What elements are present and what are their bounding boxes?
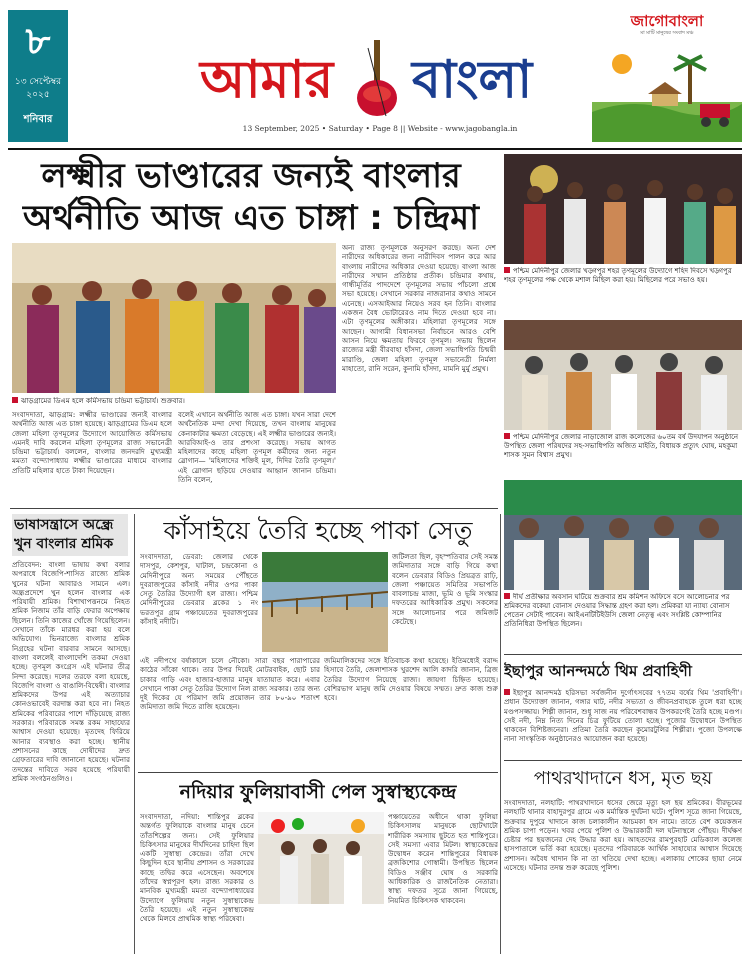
lead-caption-text: ঝাড়গ্রামের ডিএম হলে কর্মিসভায় চন্দ্রিমা ভট্টাচার্য। শুক্রবার।	[21, 397, 185, 405]
bridge-photo	[262, 552, 388, 652]
story-bullet-icon	[504, 689, 510, 695]
brand-block	[592, 12, 742, 144]
brand-name: জাগোবাংলা	[630, 12, 704, 30]
side-caption-3	[504, 593, 742, 649]
quarry-rule	[504, 760, 742, 761]
village-illustration	[592, 42, 742, 142]
side-photo-2	[504, 320, 742, 430]
lead-headline-2: অর্থনীতি আজ এত চাঙ্গা : চন্দ্রিমা	[23, 198, 479, 238]
side-caption-1	[504, 267, 742, 315]
caption-bullet-icon	[504, 267, 510, 273]
anandamath-rule	[504, 654, 742, 655]
page-number-box	[8, 10, 68, 142]
ektara-icon	[348, 40, 408, 120]
dateline: 13 September, 2025 • Saturday • Page 8 || Website - www.jagobangla.in	[242, 124, 518, 133]
quarry-body: সংবাদদাতা, নলহাটি: পাথরখাদানে ধসের জেরে মৃত্যু হল ছয় শ্রমিকের। বীরভূমের নলহাটি থানার বাহাদুরপুর গ্রামে এক মর্মান্তিক দুর্ঘটনা ঘটে। পুলিশ সূত্রে জানা গিয়েছে, শুক্রবার দুপুরে খাদানে কাজ চলাকালীন আচমকা ধস নামে। তাতে বেশ কয়েকজন শ্রমিক চাপা পড়েন। খবর পেয়ে পুলিশ ও উদ্ধারকারী দল ঘটনাস্থলে পৌঁছয়। দীর্ঘক্ষণ চেষ্টার পর ছয়জনের দেহ উদ্ধার করা হয়। আহতদের রামপুরহাট মেডিক্যাল কলেজ হাসপাতালে ভর্তি করা হয়েছে। মৃতদের পরিবারকে আর্থিক সাহায্যের আশ্বাস দিয়েছে প্রশাসন। অবৈধ খাদান কি না তা খতিয়ে দেখা হচ্ছে। এলাকায় শোকের ছায়া নেমে এসেছে। ঘটনার তদন্ত শুরু করেছে পুলিশ।	[504, 798, 742, 873]
day-label: শনিবার	[23, 114, 53, 125]
bridge-col2: জটিলতা ছিল, বৃহস্পতিবার সেই সমস্ত জমিদাতার সঙ্গে বাড়ি গিয়ে কথা বলেন ডেবরার বিডিও প্রিয়ব্রত রাঢ়ি, জেলা পঞ্চায়েত সমিতির সভাপতি বাবলাচন্দ্র মাজা, ভূমি ও ভূমি সংস্কার দফতরের আধিকারিক প্রমুখ। সকলের সঙ্গে আলোচনার পরে জমিজট কেটেছে।	[392, 552, 498, 627]
side-caption-2-text: পশ্চিম মেদিনীপুর জেলার নাড়াজোল রাজ কলেজের ৬০তম বর্ষ উদযাপন অনুষ্ঠানে উপস্থিত জেলা পরিষদের সহ-সভাধিপতি অজিত মাইতি, বিধায়ক প্রত্যুৎ ঘোষ, মহকুমা শাসক সুমন বিশ্বাস প্রমুখ।	[504, 433, 739, 459]
health-col1: সংবাদদাতা, নদিয়া: শান্তিপুর ব্লকের অন্তর্গত ফুলিয়াকে বাংলার মানুষ চেনে তাঁতশিল্পের জন্য। সেই ফুলিয়ার চিকিৎসার মানুষের দীর্ঘদিনের চাহিদা ছিল একটি সুস্বাস্থ্য কেন্দ্রের। তাঁরা দেখে কিছুদিন হবে স্থানীয় প্রশাসন ও সরকারের কাছে তদ্বির করে এসেছেন। অবশেষে তাঁদের স্বপ্নপূরণ হল। রাজ্য সরকার ও মানবিক মুখ্যমন্ত্রী মমতা বন্দ্যোপাধ্যায়ের উদ্যোগে ফুলিয়ায় নতুন সুস্বাস্থ্যকেন্দ্র তৈরি হয়েছে। এই নতুন সুস্বাস্থ্যকেন্দ্র থেকে মিলবে প্রাথমিক স্বাস্থ্য পরিষেবা।	[140, 812, 254, 924]
labour-headline: ভাষাসন্ত্রাসে অন্ধ্রে খুন বাংলার শ্রমিক	[14, 517, 114, 552]
caption-bullet-icon	[504, 593, 510, 599]
health-headline: নদিয়ার ফুলিয়াবাসী পেল সুস্বাস্থ্যকেন্দ্র	[179, 781, 457, 803]
anandamath-body-text: ইছাপুর আনন্দমঠ হরিসভা সর্বজনীন দুর্গোৎসবের ৭৭তম বর্ষের থিম 'প্রবাহিণী'। প্রধান উদ্যোক্তা জানান, গঙ্গার ঘাট, নদীর সভ্যতা ও জীবনপ্রবাহকে তুলে ধরা হচ্ছে মণ্ডপসজ্জায়। শিল্পী জানান, শুধু সাজ নয় পরিবেশবান্ধব উপকরণেই তৈরি হচ্ছে মণ্ডপ। সেই নদী, নিম্ন নিত্য দিনের চিত্র ফুটিয়ে তোলা হচ্ছে। পুজোর উদ্বোধনে উপস্থিত থাকবেন বিশিষ্টজনেরা। প্রতিমা তৈরি করছেন কুমোরটুলির শিল্পীরা। পুজো উপলক্ষে নানা সাংস্কৃতিক অনুষ্ঠানেরও আয়োজন করা হয়েছে।	[504, 688, 742, 744]
side-caption-1-text: পশ্চিম মেদিনীপুর জেলার খড়্গপুর শহর তৃণমূলের উদ্যোগে শহিদ দিবসে খড়্গপুর শহর তৃণমূলের পক্ষ থেকে মশাল মিছিল করা হয়। মিছিলের পরে সভাও হয়।	[504, 267, 732, 284]
logo-word-left: আমার	[200, 50, 334, 110]
bridge-headline: কাঁসাইয়ে তৈরি হচ্ছে পাকা সেতু	[163, 516, 473, 545]
masthead-rule	[8, 148, 742, 150]
logo	[200, 40, 560, 120]
lead-rule	[10, 508, 498, 509]
caption-bullet-icon	[12, 397, 18, 403]
quarry-headline: পাথরখাদানে ধস, মৃত ছয়	[533, 768, 713, 789]
date-label: ১৩ সেপ্টেম্বর ২০২৫	[14, 77, 62, 100]
side-photo-1	[504, 154, 742, 264]
anandamath-body	[504, 688, 742, 754]
caption-bullet-icon	[504, 433, 510, 439]
side-caption-3-text: দীর্ঘ প্রতীক্ষার অবসান ঘটিয়ে শুক্রবার শ্রম কমিশন অফিসে বসে আলোচনার পর শ্রমিকদের বকেয়া বোনাস দেওয়ার সিদ্ধান্ত গ্রহণ করা হল। প্রমিকরা যা ন্যায্য বোনাস পেতেন সেটাই পাবেন। আইএনটিটিইউসি জেলা নেতৃত্ব এবং সংশ্লিষ্ট কোম্পানির প্রতিনিধিরা উপস্থিত ছিলেন।	[504, 593, 730, 628]
lead-headline-1: লক্ষ্মীর ভাণ্ডারের জন্যই বাংলার	[41, 156, 461, 196]
lead-body-col2: বলেই এখানে অর্থনীতি আজ এত চাঙ্গা। যখন সারা দেশে অর্থনৈতিক মন্দা দেখা দিয়েছে, তখন বাংলায় মানুষের কেনাকাটার ক্ষমতা বেড়েছে। এই লক্ষ্মীর ভাণ্ডারের জন্যই। আরবিআই-ও তার প্রশংসা করেছে। সভায় আগত মহিলাদের কাছে মহিলা তৃণমূল কর্মীদের জন্য নতুন স্লোগান— 'মহিলাদের শক্তিই মূল, দিদির তৈরি তৃণমূল।' এই স্লোগান ছড়িয়ে দেওয়ার আহ্বান জানান চন্দ্রিমা। তিনি বলেন,	[178, 410, 336, 485]
side-photo-3	[504, 480, 742, 590]
bridge-rule	[138, 772, 498, 773]
health-col2: পঞ্চায়েতের অধীনে থাকা ফুলিয়া চিকিৎসালয় মানুষকে ছোটখাটো শারীরিক সমস্যায় ছুটতে হত শান্তিপুরে। সেই সমস্যা এবার মিটল। স্বাস্থ্যকেন্দ্রের উদ্বোধন করেন শান্তিপুরের বিধায়ক ব্রজকিশোর গোস্বামী। উপস্থিত ছিলেন বিডিও সঞ্জীব ঘোষ ও সরকারি আধিকারিক ও রাজনৈতিক নেতারা। স্বাস্থ্য দফতর সূত্রে জানা গিয়েছে, নিয়মিত চিকিৎসক থাকবেন।	[388, 812, 498, 905]
bridge-col4: জমিমালিকদের সঙ্গে ইতিবাচক কথা হয়েছে। ইতিমধ্যেই বরাদ্দ হিসাবে তৈরি, জেলাশাসক খুরশেদ আলি কাদরি জানান, ব্রিজ তৈরির উদ্যোগ নিয়েছে রাজ্য। জায়গা চিহ্নিত হয়েছে। বেশিরভাগ মানুষ জমি দেওয়ার বিষয়ে সম্মত। দ্রুত কাজ শুরু হবে।	[324, 656, 498, 703]
lead-body-col3: অন্য রাজ্য তৃণমূলকে অনুসরণ করছে। অন্য দেশ নারীদের অধিকারের জন্য নারীদিবস পালন করে আর বাংলায় নারীদের অধিকার দেওয়া হয়েছে। বাংলা আজ নারীদের সম্মান প্রতিষ্ঠার প্রতীক। চন্দ্রিমার কথায়, গান্ধীমূর্তির পাদদেশে তৃণমূলের সভায় পাঁচলো প্রশ্নে সভা হয়েছে। সেখানে সরকার নাজরানার কথাও সামনে এনেছে। এসআইআর নিয়েও সরব হন তিনি। বাংলার একজন বৈধ ভোটারেরও নাম দিতে দেওয়া হবে না। এটা তৃণমূলের অঙ্গীকার। মহিলারা তৃণমূলের সঙ্গে আছেন। আগামী বিধানসভা নির্বাচনে আরও বেশি আসন নিয়ে ক্ষমতায় ফিরবে তৃণমূল। সভায় ছিলেন রাজ্যের মন্ত্রী বীরবাহা হাঁসদা, জেলা সভাধিপতি চিন্ময়ী মারাণ্ডি, জেলা মহিলা তৃণমূল সভানেত্রী নির্মলা মাহাতো, রানি সরেন, কুনামি হাঁসদা, মামনি মুর্মু প্রমুখ।	[342, 243, 496, 373]
labour-body: প্রতিবেদন: বাংলা ভাষায় কথা বলার অপরাধে বিজেপি-শাসিত রাজ্যে শ্রমিক খুনের ঘটনা আবারও সামনে এল। অন্ধ্রপ্রদেশে খুন হলেন বাংলার এক পরিযায়ী শ্রমিক। বিশাখাপত্তনমে নিহত শ্রমিক নিজাম তাঁর বাড়ি ফেরার অপেক্ষায় ছিলেন। তিনি কাজের খোঁজে গিয়েছিলেন। সেখানে তাঁকে মারধর করা হয় বলে অভিযোগ। ভিনরাজ্যে বাংলার শ্রমিক নিগ্রহের ঘটনা বারবার সামনে আসছে। বাংলা বললেই বাংলাদেশি তকমা দেওয়া হচ্ছে। তৃণমূল কংগ্রেস এই ঘটনার তীব্র নিন্দা করেছে। দলের তরফে বলা হয়েছে, বিজেপি বাংলা ও বাঙালি-বিদ্বেষী। বাংলার শ্রমিকদের উপর এই অত্যাচার কোনওভাবেই বরদাস্ত করা হবে না। নিহত শ্রমিকের পরিবারের পাশে দাঁড়িয়েছে রাজ্য সরকার। পরিবারকে সমস্ত রকম সাহায্যের আশ্বাস দেওয়া হয়েছে। মৃতদেহ ফিরিয়ে আনার ব্যবস্থাও করা হচ্ছে। স্থানীয় প্রশাসনের কাছে দোষীদের দ্রুত গ্রেফতারের দাবি জানানো হয়েছে। ঘটনার তদন্তের দাবিতে সরব হয়েছে পরিযায়ী শ্রমিক সংগঠনগুলিও।	[12, 560, 130, 783]
health-photo	[258, 812, 384, 904]
right-divider	[500, 514, 501, 954]
lead-body-col1: সংবাদদাতা, ঝাড়গ্রাম: লক্ষ্মীর ভাণ্ডারের জন্যই বাংলার অর্থনীতি আজ এত চাঙ্গা হয়েছে। ঝাড়গ্রামের ডিএম হলে জেলা মহিলা তৃণমূলের উদ্যোগে আয়োজিত কর্মিসভায় এমনই দাবি করলেন মহিলা তৃণমূলের রাজ্য সভানেত্রী চন্দ্রিমা ভট্টাচার্য। বললেন, বাংলার জনদরদি মুখ্যমন্ত্রী মমতা বন্দ্যোপাধ্যায় লক্ষ্মীর ভাণ্ডারের মাধ্যমে বাংলার প্রতিটি মহিলার হাতে টাকা দিয়েছেন।	[12, 410, 172, 475]
bridge-col1: সংবাদদাতা, ডেবরা: জেলার থেকে দাসপুর, কেশপুর, ঘাটাল, চন্দ্রকোনা ও মেদিনীপুরে অন্য সময়ের পৌঁছতে দুবরাজপুরের কাঁসাই নদীর ওপর পাকা সেতু তৈরির উদ্যোগী হল রাজ্য। পশ্চিম মেদিনীপুরের ডেবরার ব্লকের ১ নং ভরতপুর গ্রাম পঞ্চায়েতের দুবরাজপুরের কাঁসাই নদীটি।	[140, 552, 258, 627]
page-number: ৮	[25, 18, 51, 63]
lead-photo	[12, 243, 336, 393]
anandamath-headline: ইছাপুর আনন্দমঠে থিম প্রবাহিণী	[504, 662, 692, 680]
logo-word-right: বাংলা	[412, 50, 533, 110]
health-wide-filler	[258, 908, 384, 954]
side-caption-2	[504, 433, 742, 477]
lead-photo-caption	[12, 397, 336, 406]
labour-divider	[134, 514, 135, 954]
brand-tagline: মা মাটি মানুষের সংবাদ মঞ্চ	[640, 30, 694, 36]
bridge-col3: এই নদীপথে বর্ষাকালে চলে নৌকো। সারা বছর পারাপারের কাঠের সাঁকো থাকে। তার উপর দিয়েই মোটরবাইক, ছোট চার চাকার গাড়ি এবং হাজার-হাজার মানুষ যাতায়াত করে। এবার সেখানে পাকা সেতু তৈরির উদ্যোগ নিল রাজ্য সরকার। তার জন্য দুই দিকের যে পরিমাণ জমি প্রয়োজন তার ৮০-৯০ শতাংশ জমিদাতা জমি দিতে রাজি হয়েছেন।	[140, 656, 320, 712]
